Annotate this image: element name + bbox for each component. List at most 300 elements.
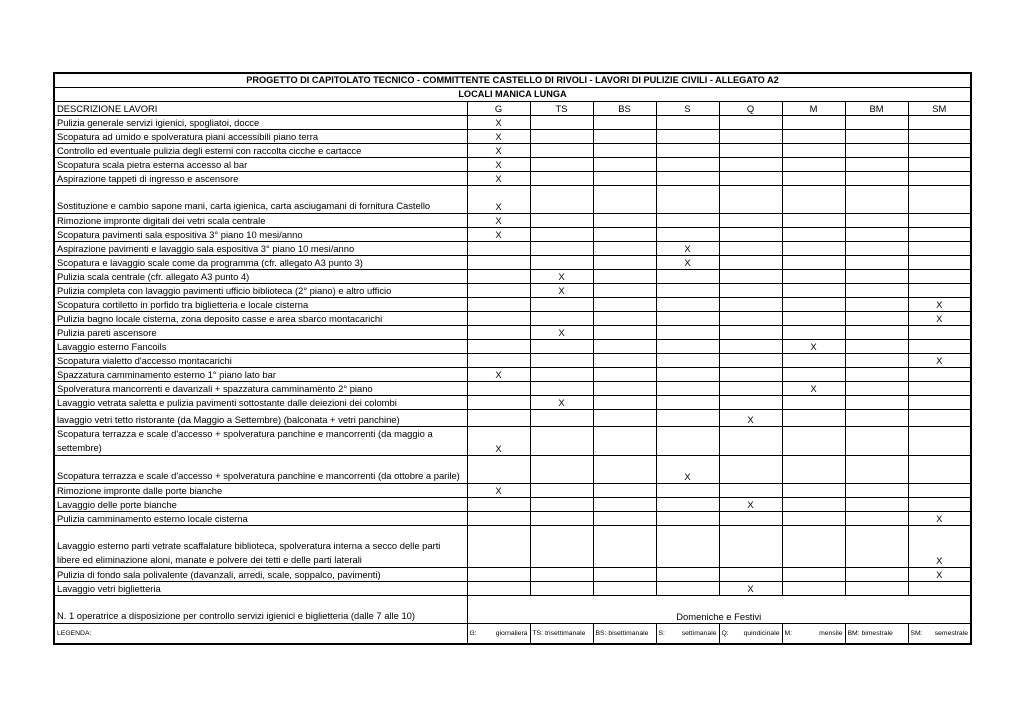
frequency-cell-g [467, 284, 530, 298]
frequency-cell-ts [530, 298, 593, 312]
table-row [54, 186, 971, 214]
frequency-cell-s [656, 340, 719, 354]
frequency-cell-q [719, 172, 782, 186]
frequency-cell-s [656, 312, 719, 326]
task-description: Controllo ed eventuale pulizia degli esterni con raccolta cicche e cartacce [54, 144, 467, 158]
table-row [54, 354, 971, 368]
task-description: Pulizia di fondo sala polivalente (davanzali, arredi, scale, soppalco, pavimenti) [54, 568, 467, 582]
frequency-cell-bs [593, 368, 656, 382]
frequency-cell-bm [845, 186, 908, 214]
frequency-cell-g [467, 582, 530, 596]
frequency-cell-sm [908, 368, 971, 382]
legend-value: giornaliera [495, 630, 528, 637]
frequency-cell-sm [908, 484, 971, 498]
frequency-cell-g [467, 312, 530, 326]
frequency-cell-bs [593, 340, 656, 354]
frequency-cell-bs [593, 512, 656, 526]
frequency-mark: X [467, 228, 530, 242]
frequency-mark: X [656, 456, 719, 484]
frequency-cell-bs [593, 456, 656, 484]
legend-value: settimanale [681, 630, 717, 637]
frequency-mark: X [467, 484, 530, 498]
frequency-mark: X [530, 284, 593, 298]
frequency-cell-bs [593, 427, 656, 456]
frequency-cell-s [656, 410, 719, 427]
frequency-cell-bm [845, 270, 908, 284]
frequency-cell-sm [908, 410, 971, 427]
frequency-cell-bs [593, 270, 656, 284]
frequency-cell-ts [530, 568, 593, 582]
task-description: Scopatura ad umido e spolveratura piani accessibili piano terra [54, 130, 467, 144]
frequency-cell-bs [593, 284, 656, 298]
task-description: Pulizia completa con lavaggio pavimenti ufficio biblioteca (2° piano) e altro ufficio [54, 284, 467, 298]
header-col-m: M [782, 102, 845, 116]
frequency-cell-m [782, 172, 845, 186]
task-description: Scopatura pavimenti sala espositiva 3° piano 10 mesi/anno [54, 228, 467, 242]
legend-item [593, 624, 656, 645]
frequency-cell-s [656, 354, 719, 368]
frequency-cell-q [719, 396, 782, 410]
frequency-cell-ts [530, 116, 593, 130]
frequency-cell-q [719, 298, 782, 312]
frequency-cell-m [782, 312, 845, 326]
table-row [54, 312, 971, 326]
frequency-cell-sm [908, 158, 971, 172]
frequency-cell-q [719, 116, 782, 130]
legend-key: SM: [910, 630, 923, 637]
frequency-cell-ts [530, 214, 593, 228]
frequency-cell-m [782, 582, 845, 596]
frequency-cell-m [782, 116, 845, 130]
frequency-cell-g [467, 270, 530, 284]
frequency-mark: X [530, 396, 593, 410]
table-row [54, 284, 971, 298]
frequency-cell-bm [845, 354, 908, 368]
task-description: Pulizia scala centrale (cfr. allegato A3 punto 4) [54, 270, 467, 284]
frequency-cell-sm [908, 270, 971, 284]
frequency-cell-bm [845, 144, 908, 158]
frequency-cell-sm [908, 427, 971, 456]
frequency-mark: X [719, 410, 782, 427]
frequency-cell-bs [593, 396, 656, 410]
document-subtitle: LOCALI MANICA LUNGA [54, 88, 971, 102]
frequency-mark: X [908, 512, 971, 526]
frequency-mark: X [530, 326, 593, 340]
frequency-cell-bs [593, 354, 656, 368]
task-description: lavaggio vetri tetto ristorante (da Maggio a Settembre) (balconata + vetri panchine) [54, 410, 467, 427]
frequency-cell-bm [845, 498, 908, 512]
frequency-cell-bs [593, 214, 656, 228]
frequency-cell-m [782, 410, 845, 427]
table-row [54, 498, 971, 512]
frequency-cell-m [782, 214, 845, 228]
frequency-cell-bs [593, 130, 656, 144]
header-col-bs: BS [593, 102, 656, 116]
table-body [54, 73, 971, 644]
frequency-cell-sm [908, 284, 971, 298]
frequency-mark: X [782, 340, 845, 354]
table-row [54, 144, 971, 158]
frequency-cell-bm [845, 284, 908, 298]
special-note: Domeniche e Festivi [467, 596, 971, 624]
frequency-mark: X [530, 270, 593, 284]
frequency-cell-bm [845, 340, 908, 354]
frequency-cell-g [467, 396, 530, 410]
table-row [54, 158, 971, 172]
frequency-cell-s [656, 498, 719, 512]
frequency-cell-ts [530, 512, 593, 526]
frequency-cell-s [656, 228, 719, 242]
frequency-cell-q [719, 354, 782, 368]
frequency-cell-sm [908, 326, 971, 340]
legend-item [656, 624, 719, 645]
table-row [54, 382, 971, 396]
frequency-cell-ts [530, 256, 593, 270]
frequency-cell-g [467, 410, 530, 427]
frequency-cell-s [656, 172, 719, 186]
frequency-cell-sm [908, 456, 971, 484]
frequency-cell-m [782, 144, 845, 158]
frequency-cell-bs [593, 172, 656, 186]
frequency-cell-bm [845, 116, 908, 130]
frequency-cell-sm [908, 242, 971, 256]
frequency-cell-bm [845, 368, 908, 382]
frequency-cell-s [656, 526, 719, 568]
frequency-cell-q [719, 158, 782, 172]
frequency-cell-ts [530, 410, 593, 427]
frequency-cell-m [782, 158, 845, 172]
legend-label: LEGENDA: [54, 624, 467, 645]
frequency-cell-q [719, 427, 782, 456]
frequency-cell-q [719, 312, 782, 326]
table-row [54, 512, 971, 526]
table-row [54, 214, 971, 228]
frequency-cell-bm [845, 484, 908, 498]
frequency-cell-bm [845, 427, 908, 456]
legend-value: mensile [819, 630, 843, 637]
frequency-cell-q [719, 484, 782, 498]
frequency-cell-ts [530, 172, 593, 186]
frequency-cell-bs [593, 410, 656, 427]
task-description: Rimozione impronte dalle porte bianche [54, 484, 467, 498]
frequency-cell-sm [908, 382, 971, 396]
frequency-cell-ts [530, 427, 593, 456]
frequency-cell-bs [593, 382, 656, 396]
frequency-cell-bm [845, 256, 908, 270]
table-row [54, 270, 971, 284]
frequency-cell-g [467, 382, 530, 396]
header-col-bm: BM [845, 102, 908, 116]
header-col-s: S [656, 102, 719, 116]
frequency-mark: X [908, 354, 971, 368]
frequency-cell-ts [530, 382, 593, 396]
frequency-cell-ts [530, 498, 593, 512]
frequency-cell-q [719, 270, 782, 284]
task-description: Lavaggio vetrata saletta e pulizia pavimenti sottostante dalle deiezioni dei colombi [54, 396, 467, 410]
frequency-cell-m [782, 456, 845, 484]
frequency-cell-bm [845, 568, 908, 582]
frequency-cell-s [656, 116, 719, 130]
frequency-cell-q [719, 326, 782, 340]
frequency-mark: X [467, 158, 530, 172]
frequency-mark: X [908, 312, 971, 326]
task-description: Aspirazione pavimenti e lavaggio sala espositiva 3° piano 10 mesi/anno [54, 242, 467, 256]
table-row [54, 456, 971, 484]
task-description: Scopatura cortiletto in porfido tra biglietteria e locale cisterna [54, 298, 467, 312]
frequency-cell-sm [908, 214, 971, 228]
frequency-cell-s [656, 382, 719, 396]
frequency-cell-bm [845, 298, 908, 312]
frequency-cell-m [782, 484, 845, 498]
table-row [54, 256, 971, 270]
frequency-mark: X [719, 582, 782, 596]
frequency-cell-s [656, 130, 719, 144]
table-row [54, 582, 971, 596]
frequency-cell-bs [593, 568, 656, 582]
frequency-cell-g [467, 256, 530, 270]
frequency-cell-sm [908, 130, 971, 144]
table-row [54, 368, 971, 382]
table-row [54, 116, 971, 130]
frequency-cell-bm [845, 130, 908, 144]
task-description: Scopatura vialetto d'accesso montacarichi [54, 354, 467, 368]
frequency-cell-q [719, 284, 782, 298]
frequency-cell-q [719, 144, 782, 158]
legend-row [54, 624, 971, 645]
frequency-cell-q [719, 242, 782, 256]
legend-key: TS: trisettimanale [532, 630, 586, 637]
frequency-mark: X [467, 116, 530, 130]
frequency-cell-ts [530, 186, 593, 214]
frequency-cell-m [782, 568, 845, 582]
legend-key: S: [658, 630, 665, 637]
frequency-cell-ts [530, 130, 593, 144]
frequency-cell-s [656, 298, 719, 312]
frequency-cell-bm [845, 512, 908, 526]
frequency-cell-m [782, 396, 845, 410]
frequency-cell-ts [530, 312, 593, 326]
frequency-cell-q [719, 340, 782, 354]
table-row [54, 228, 971, 242]
frequency-cell-s [656, 396, 719, 410]
frequency-cell-bs [593, 582, 656, 596]
frequency-cell-g [467, 456, 530, 484]
table-row [54, 130, 971, 144]
table-row [54, 172, 971, 186]
task-description: Scopatura scala pietra esterna accesso al bar [54, 158, 467, 172]
frequency-cell-sm [908, 498, 971, 512]
frequency-cell-ts [530, 484, 593, 498]
frequency-mark: X [719, 498, 782, 512]
frequency-cell-m [782, 284, 845, 298]
frequency-cell-m [782, 298, 845, 312]
table-row [54, 340, 971, 354]
frequency-cell-ts [530, 354, 593, 368]
frequency-cell-s [656, 214, 719, 228]
frequency-cell-sm [908, 396, 971, 410]
frequency-cell-s [656, 326, 719, 340]
frequency-cell-q [719, 382, 782, 396]
task-description: Pulizia pareti ascensore [54, 326, 467, 340]
frequency-cell-bm [845, 214, 908, 228]
frequency-cell-g [467, 340, 530, 354]
legend-key: BM: bimestrale [847, 630, 893, 637]
frequency-cell-q [719, 456, 782, 484]
frequency-cell-bs [593, 526, 656, 568]
frequency-cell-bm [845, 172, 908, 186]
frequency-cell-m [782, 512, 845, 526]
frequency-mark: X [908, 568, 971, 582]
frequency-cell-m [782, 256, 845, 270]
header-col-ts: TS [530, 102, 593, 116]
frequency-mark: X [908, 298, 971, 312]
frequency-cell-s [656, 427, 719, 456]
table-row [54, 242, 971, 256]
frequency-cell-bm [845, 312, 908, 326]
legend-item [908, 624, 971, 645]
frequency-cell-s [656, 512, 719, 526]
frequency-cell-ts [530, 340, 593, 354]
legend-item [782, 624, 845, 645]
frequency-cell-bm [845, 396, 908, 410]
frequency-cell-bm [845, 582, 908, 596]
frequency-cell-sm [908, 186, 971, 214]
legend-key: M: [784, 630, 793, 637]
frequency-cell-bs [593, 186, 656, 214]
frequency-cell-ts [530, 242, 593, 256]
frequency-mark: X [467, 144, 530, 158]
frequency-cell-m [782, 270, 845, 284]
task-description: Pulizia camminamento esterno locale cisterna [54, 512, 467, 526]
task-description: Scopatura terrazza e scale d'accesso + spolveratura panchine e mancorrenti (da maggio a settembre) [54, 427, 467, 456]
legend-key: Q: [721, 630, 729, 637]
frequency-cell-bs [593, 256, 656, 270]
frequency-cell-g [467, 242, 530, 256]
task-description: Lavaggio esterno parti vetrate scaffalature biblioteca, spolveratura interna a secco delle parti libere ed eliminazione aloni, manate e polvere dei tetti e delle parti laterali [54, 526, 467, 568]
table-row [54, 396, 971, 410]
frequency-cell-q [719, 256, 782, 270]
frequency-cell-bm [845, 228, 908, 242]
frequency-cell-bm [845, 326, 908, 340]
frequency-mark: X [782, 382, 845, 396]
task-description: Pulizia generale servizi igienici, spogliatoi, docce [54, 116, 467, 130]
frequency-cell-bs [593, 298, 656, 312]
frequency-cell-g [467, 512, 530, 526]
frequency-cell-q [719, 130, 782, 144]
task-description: Scopatura terrazza e scale d'accesso + spolveratura panchine e mancorrenti (da ottobre a parile) [54, 456, 467, 484]
frequency-cell-ts [530, 582, 593, 596]
frequency-cell-s [656, 144, 719, 158]
frequency-cell-q [719, 368, 782, 382]
frequency-cell-bs [593, 228, 656, 242]
frequency-mark: X [467, 172, 530, 186]
frequency-cell-bm [845, 158, 908, 172]
frequency-mark: X [908, 526, 971, 568]
frequency-cell-sm [908, 228, 971, 242]
special-row [54, 596, 971, 624]
frequency-mark: X [467, 427, 530, 456]
frequency-cell-sm [908, 144, 971, 158]
legend-value: quindicinale [743, 630, 780, 637]
task-description: Rimozione impronte digitali dei vetri scala centrale [54, 214, 467, 228]
frequency-cell-ts [530, 158, 593, 172]
task-description: Spolveratura mancorrenti e davanzali + spazzatura camminamento 2° piano [54, 382, 467, 396]
frequency-cell-m [782, 427, 845, 456]
frequency-cell-m [782, 526, 845, 568]
legend-item [719, 624, 782, 645]
table-row [54, 526, 971, 568]
legend-item [467, 624, 530, 645]
frequency-cell-m [782, 498, 845, 512]
frequency-cell-q [719, 526, 782, 568]
frequency-cell-g [467, 498, 530, 512]
frequency-cell-sm [908, 256, 971, 270]
frequency-mark: X [656, 256, 719, 270]
frequency-cell-m [782, 242, 845, 256]
frequency-mark: X [656, 242, 719, 256]
frequency-cell-m [782, 368, 845, 382]
frequency-mark: X [467, 368, 530, 382]
frequency-cell-q [719, 568, 782, 582]
frequency-cell-s [656, 158, 719, 172]
task-description: Spazzatura camminamento esterno 1° piano lato bar [54, 368, 467, 382]
frequency-mark: X [467, 214, 530, 228]
frequency-cell-s [656, 186, 719, 214]
frequency-cell-bs [593, 326, 656, 340]
frequency-cell-g [467, 354, 530, 368]
table-row [54, 410, 971, 427]
frequency-cell-q [719, 186, 782, 214]
task-description: Pulizia bagno locale cisterna, zona deposito casse e area sbarco montacarichi [54, 312, 467, 326]
frequency-mark: X [467, 130, 530, 144]
frequency-cell-bs [593, 484, 656, 498]
frequency-cell-sm [908, 172, 971, 186]
frequency-cell-bm [845, 410, 908, 427]
header-col-q: Q [719, 102, 782, 116]
frequency-cell-s [656, 568, 719, 582]
frequency-cell-q [719, 228, 782, 242]
table-row [54, 326, 971, 340]
header-col-sm: SM [908, 102, 971, 116]
legend-key: BS: bisettimanale [595, 630, 649, 637]
legend-item [845, 624, 908, 645]
frequency-cell-s [656, 270, 719, 284]
task-description: Sostituzione e cambio sapone mani, carta igienica, carta asciugamani di fornitura Castello [54, 186, 467, 214]
schedule-table [53, 72, 972, 645]
frequency-cell-m [782, 130, 845, 144]
frequency-cell-ts [530, 368, 593, 382]
header-row [54, 102, 971, 116]
frequency-cell-m [782, 228, 845, 242]
frequency-cell-m [782, 326, 845, 340]
frequency-cell-sm [908, 340, 971, 354]
task-description: Lavaggio vetri biglietteria [54, 582, 467, 596]
frequency-cell-q [719, 214, 782, 228]
frequency-cell-m [782, 186, 845, 214]
frequency-cell-bs [593, 144, 656, 158]
frequency-cell-ts [530, 228, 593, 242]
header-col-g: G [467, 102, 530, 116]
frequency-cell-ts [530, 144, 593, 158]
frequency-cell-s [656, 368, 719, 382]
frequency-cell-g [467, 326, 530, 340]
task-description: Lavaggio esterno Fancoils [54, 340, 467, 354]
frequency-cell-bs [593, 312, 656, 326]
frequency-cell-g [467, 568, 530, 582]
table-row [54, 427, 971, 456]
frequency-cell-g [467, 298, 530, 312]
title-row [54, 73, 971, 88]
